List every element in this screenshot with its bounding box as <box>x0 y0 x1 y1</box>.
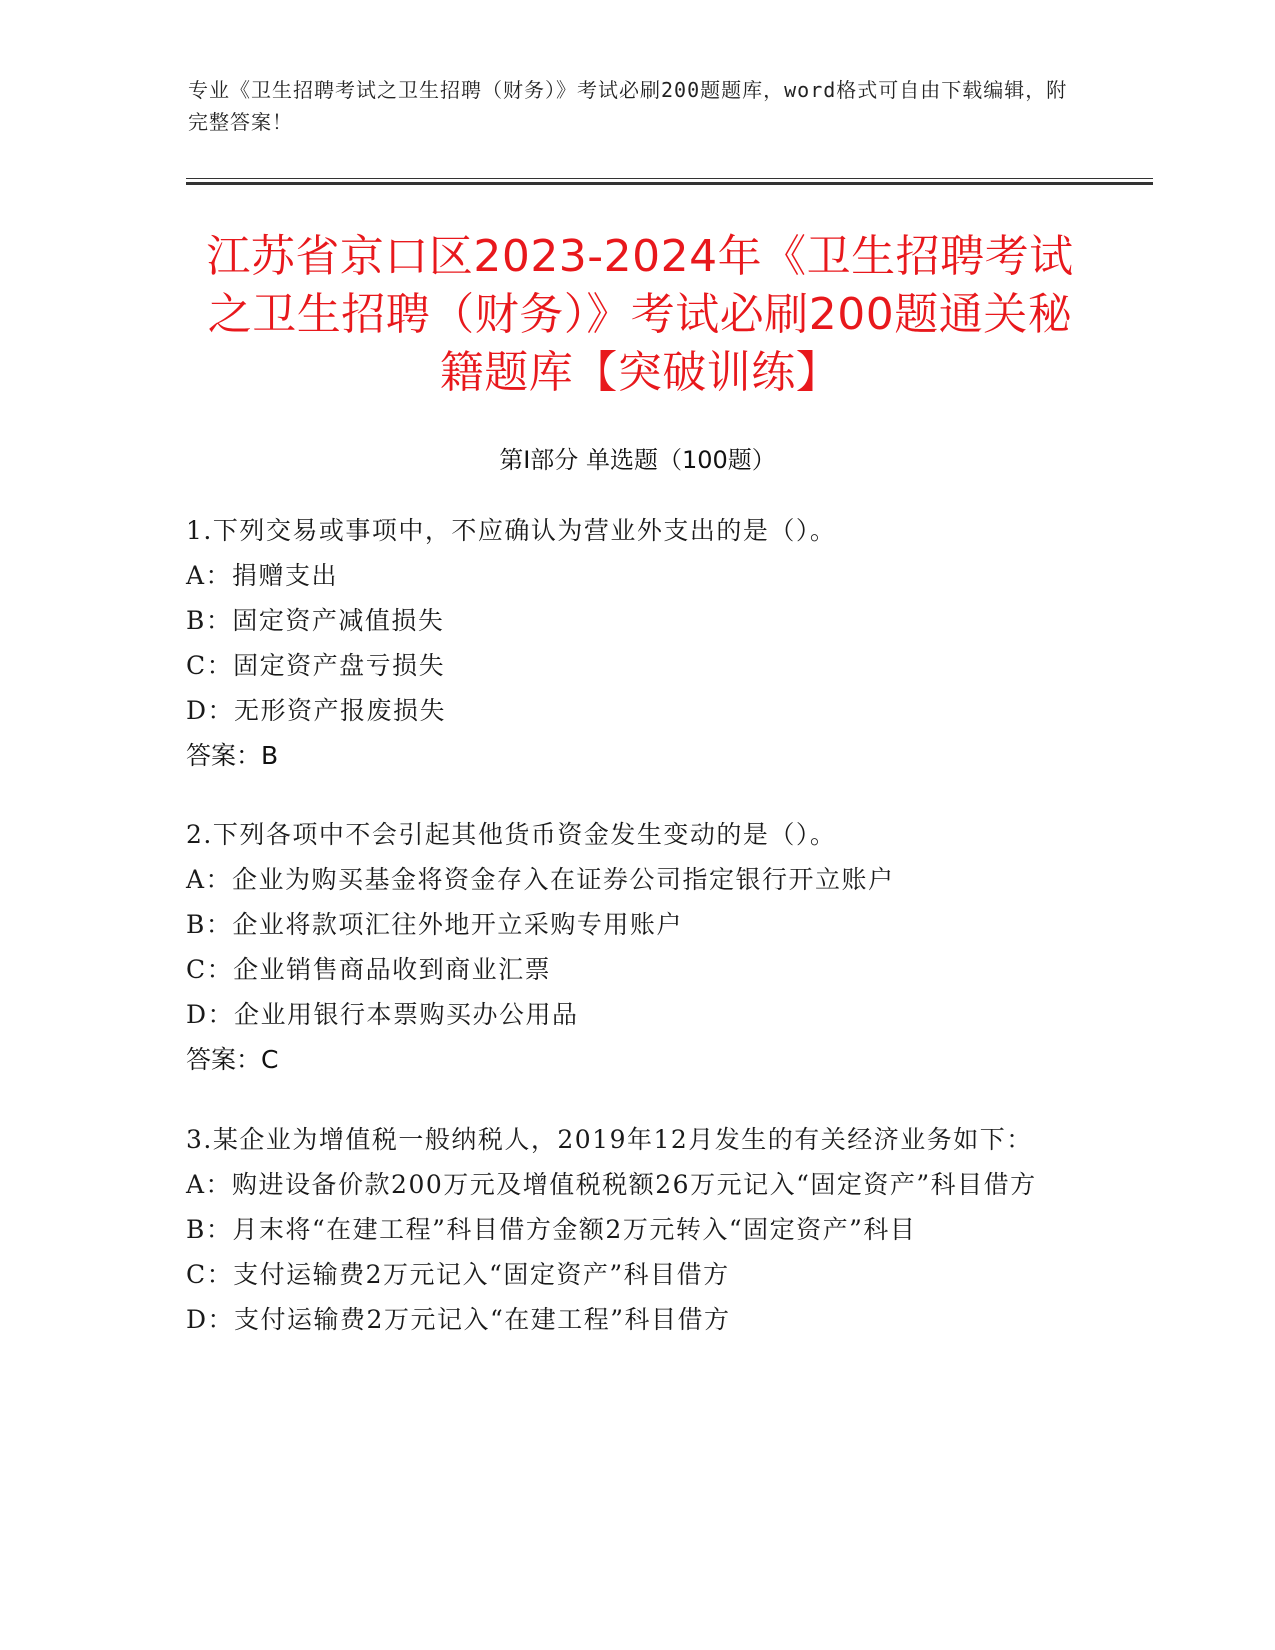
option-b: B：固定资产减值损失 <box>186 606 445 635</box>
option-c: C：固定资产盘亏损失 <box>186 651 446 680</box>
question-3 <box>186 1117 1086 1342</box>
option-d: D：无形资产报废损失 <box>186 696 447 725</box>
option-a: A：捐赠支出 <box>186 561 339 590</box>
section-title: 第Ⅰ部分 单选题（100题） <box>499 446 776 474</box>
option-a: A：购进设备价款200万元及增值税税额26万元记入“固定资产”科目借方 <box>186 1170 1037 1199</box>
document-title: 江苏省京口区2023-2024年《卫生招聘考试之卫生招聘（财务）》考试必刷200题通关秘籍题库【突破训练】 <box>206 231 1074 398</box>
option-b: B：月末将“在建工程”科目借方金额2万元转入“固定资产”科目 <box>186 1215 917 1244</box>
option-c: C：企业销售商品收到商业汇票 <box>186 955 552 984</box>
option-b: B：企业将款项汇往外地开立采购专用账户 <box>186 910 683 939</box>
option-c: C：支付运输费2万元记入“固定资产”科目借方 <box>186 1260 730 1289</box>
question-stem: 3.某企业为增值税一般纳税人，2019年12月发生的有关经济业务如下： <box>186 1125 1033 1154</box>
question-stem: 1.下列交易或事项中，不应确认为营业外支出的是（）。 <box>186 516 837 545</box>
header-divider-thick <box>186 182 1153 185</box>
header-note: 专业《卫生招聘考试之卫生招聘（财务）》考试必刷200题题库，word格式可自由下载编辑，附完整答案！ <box>188 78 1068 134</box>
question-1 <box>186 508 1086 778</box>
answer: 答案：C <box>186 1045 279 1074</box>
question-stem: 2.下列各项中不会引起其他货币资金发生变动的是（）。 <box>186 820 837 849</box>
option-a: A：企业为购买基金将资金存入在证券公司指定银行开立账户 <box>186 865 895 894</box>
option-d: D：企业用银行本票购买办公用品 <box>186 1000 579 1029</box>
header-divider-thin <box>186 178 1153 179</box>
question-2 <box>186 812 1086 1082</box>
option-d: D：支付运输费2万元记入“在建工程”科目借方 <box>186 1305 731 1334</box>
answer: 答案：B <box>186 741 279 770</box>
